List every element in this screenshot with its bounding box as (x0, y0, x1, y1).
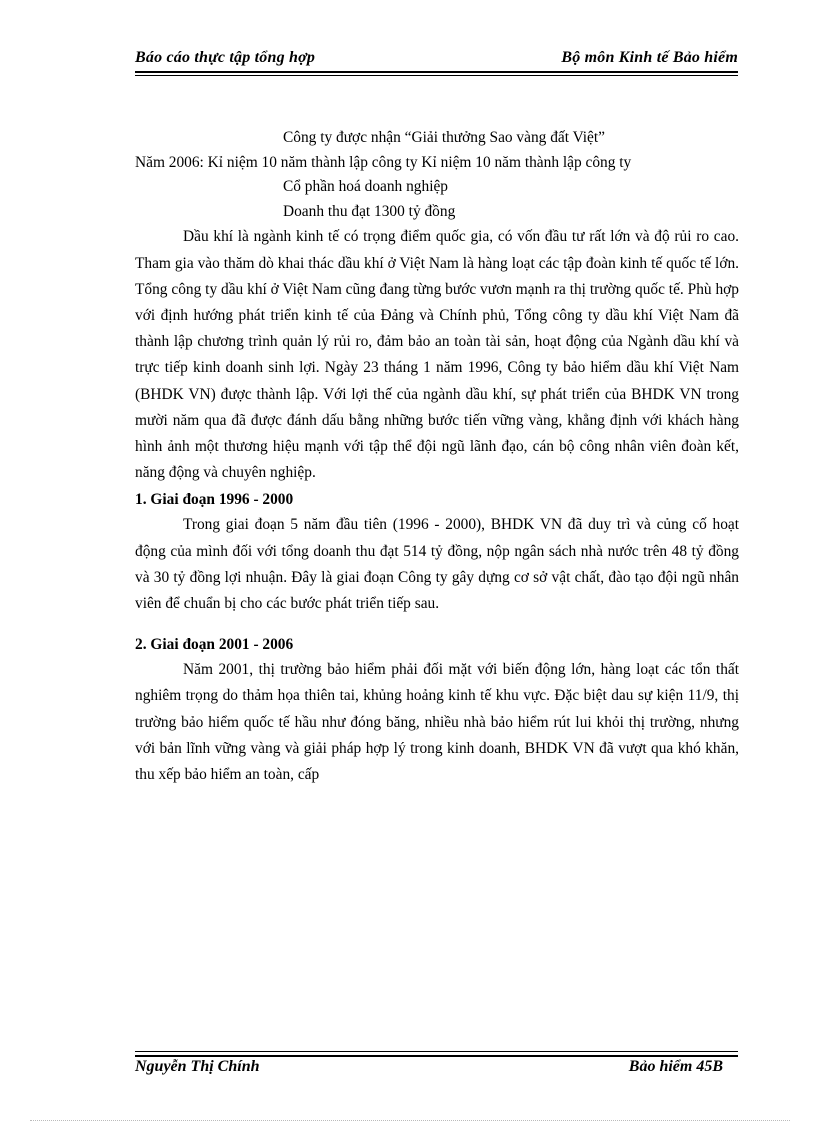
document-body (135, 126, 739, 788)
timeline-line-revenue: Doanh thu đạt 1300 tỷ đồng (283, 202, 456, 220)
header-department: Bộ môn Kinh tế Bảo hiểm (561, 49, 738, 66)
footer-class: Bảo hiểm 45B (628, 1058, 723, 1075)
page-bottom-dotted-line (30, 1120, 790, 1121)
footer-author: Nguyễn Thị Chính (135, 1058, 260, 1075)
page-header (135, 49, 738, 71)
header-rule-thin (135, 75, 738, 76)
intro-paragraph: Dầu khí là ngành kinh tế có trọng điểm quốc gia, có vốn đầu tư rất lớn và độ rủi ro cao. Tham gia vào thăm dò khai thác dầu khí ở Việt Nam là hàng loạt các tập đoàn kinh tế quốc tế lớn. Tổng công ty dầu khí ở Việt Nam cũng đang từng bước vươn mạnh ra thị trường quốc tế. Phù hợp với định hướng phát triển kinh tế của Đảng và Chính phủ, Tổng công ty dầu khí Việt Nam đã thành lập chương trình quản lý rủi ro, đảm bảo an toàn tài sản, hoạt động của Ngành dầu khí và trực tiếp kinh doanh sinh lợi. Ngày 23 tháng 1 năm 1996, Công ty bảo hiểm dầu khí Việt Nam (BHDK VN) được thành lập. Với lợi thế của ngành dầu khí, sự phát triển của BHDK VN trong mười năm qua đã được đánh dấu bằng những bước tiến vững vàng, khẳng định với khách hàng hình ảnh một thương hiệu mạnh với tập thể đội ngũ lãnh đạo, cán bộ công nhân viên đoàn kết, năng động và chuyên nghiệp. (135, 228, 739, 482)
footer-rule-thin (135, 1051, 738, 1052)
header-report-title: Báo cáo thực tập tổng hợp (135, 49, 316, 66)
timeline-line-2006: Năm 2006: Kỉ niệm 10 năm thành lập công ty Kỉ niệm 10 năm thành lập công ty (135, 153, 632, 171)
header-rule-thick (135, 71, 738, 73)
section1-heading: 1. Giai đoạn 1996 - 2000 (135, 491, 294, 509)
timeline-line-equitization: Cổ phần hoá doanh nghiệp (283, 178, 448, 196)
page-footer (135, 1058, 723, 1080)
section1-paragraph: Trong giai đoạn 5 năm đầu tiên (1996 - 2000), BHDK VN đã duy trì và củng cố hoạt động của mình đối với tổng doanh thu đạt 514 tỷ đồng, nộp ngân sách nhà nước trên 48 tỷ đồng và 30 tỷ đồng lợi nhuận. Đây là giai đoạn Công ty gây dựng cơ sở vật chất, đào tạo đội ngũ nhân viên để chuẩn bị cho các bước phát triển tiếp sau. (135, 516, 739, 613)
section2-paragraph: Năm 2001, thị trường bảo hiểm phải đối mặt với biến động lớn, hàng loạt các tổn thất nghiêm trọng do thảm họa thiên tai, khủng hoảng kinh tế khu vực. Đặc biệt dau sự kiện 11/9, thị trường bảo hiểm quốc tế hầu như đóng băng, nhiều nhà bảo hiểm rút lui khỏi thị trường, nhưng với bản lĩnh vững vàng và giải pháp hợp lý trong kinh doanh, BHDK VN đã vượt qua khó khăn, thu xếp bảo hiểm an toàn, cấp (135, 661, 739, 784)
footer-rule-thick (135, 1055, 738, 1057)
timeline-line-award: Công ty được nhận “Giải thưởng Sao vàng đất Việt” (283, 129, 605, 146)
section2-heading: 2. Giai đoạn 2001 - 2006 (135, 636, 294, 654)
